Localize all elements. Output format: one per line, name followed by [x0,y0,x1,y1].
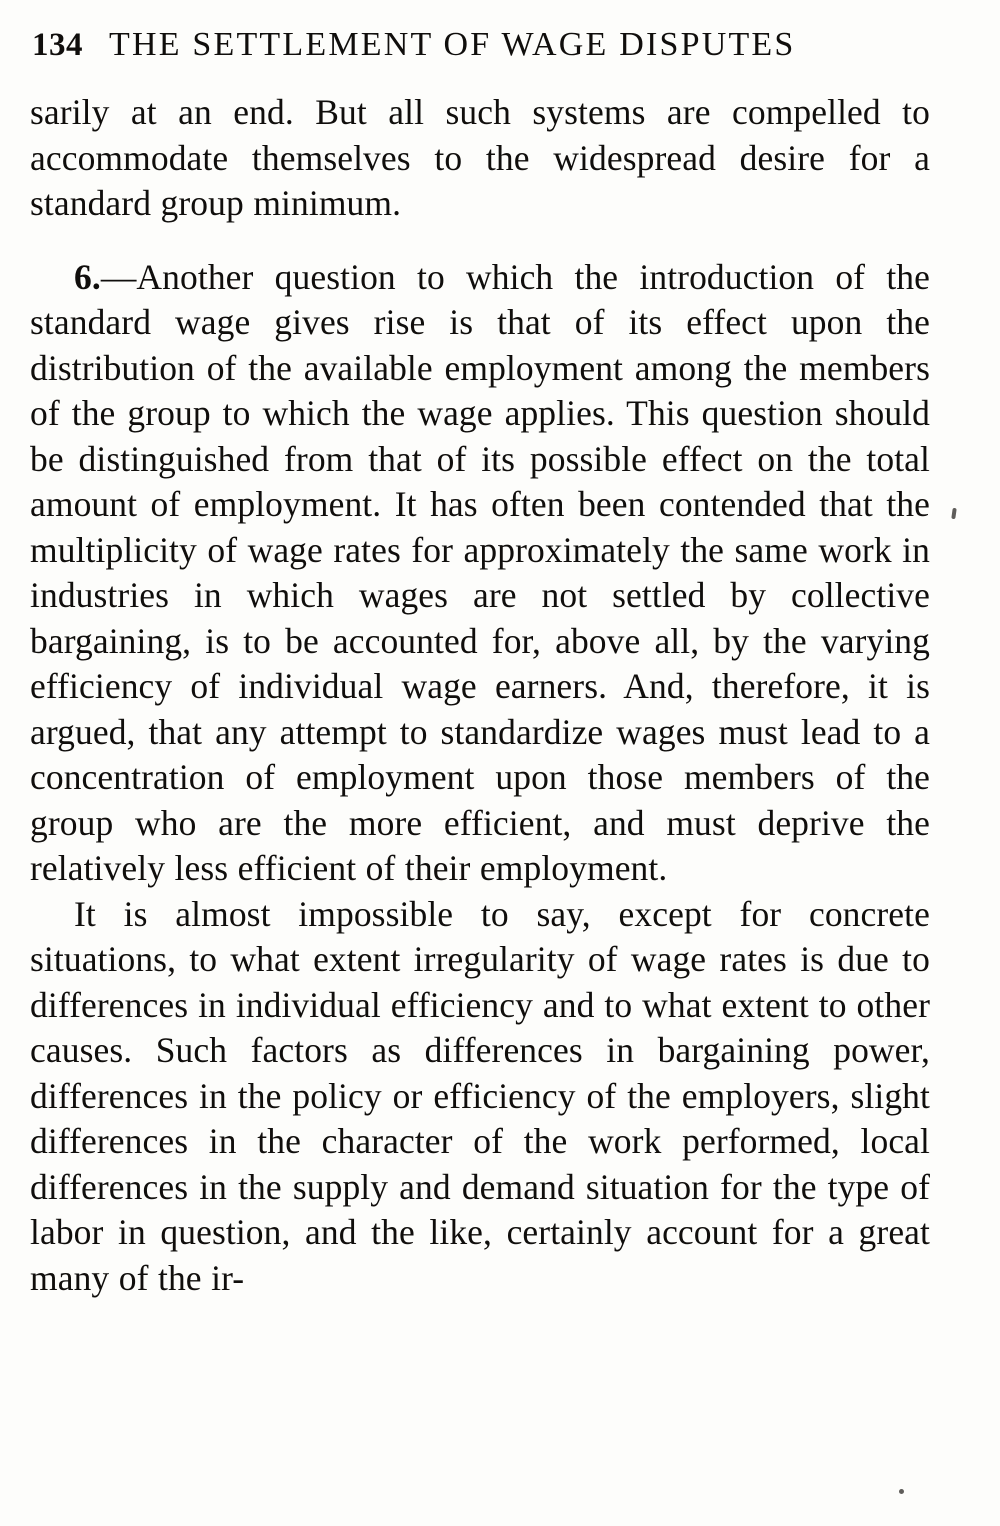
running-head-title: THE SETTLEMENT OF WAGE DISPUTES [109,26,796,63]
page-speck-icon [951,508,956,519]
page-body [30,90,930,1301]
section-number: 6. [74,256,101,297]
paragraph-section-6 [30,255,930,892]
running-head [30,26,930,64]
section-6-text: —Another question to which the introduction of the standard wage gives rise is that of its effect upon the distribution of the available employment among the members of the group to which the wage applies. This question should be distinguished from that of its possible effect on the total amount of employment. It has often been contended that the multiplicity of wage rates for approximately the same work in industries in which wages are not settled by collective bargaining, is to be accounted for, above all, by the varying efficiency of individual wage earners. And, therefore, it is argued, that any attempt to standardize wages must lead to a concentration of employment upon those members of the group who are the more efficient, and must deprive the relatively less efficient of their employment. [30,256,930,888]
page-number: 134 [32,27,83,63]
paragraph-irregularity: It is almost impossible to say, except for concrete situations, to what extent irregularity of wage rates is due to differences in individual efficiency and to what extent to other causes. Such factors as differences in bargaining power, differences in the policy or efficiency of the employers, slight differences in the character of the work performed, local differences in the supply and demand situation for the type of labor in question, and the like, certainly account for a great many of the ir- [30,893,930,1298]
paragraph-continued: sarily at an end. But all such systems are compelled to accommodate themselves to the widespread desire for a standard group minimum. [30,92,930,223]
page-speck-icon [899,1489,904,1494]
